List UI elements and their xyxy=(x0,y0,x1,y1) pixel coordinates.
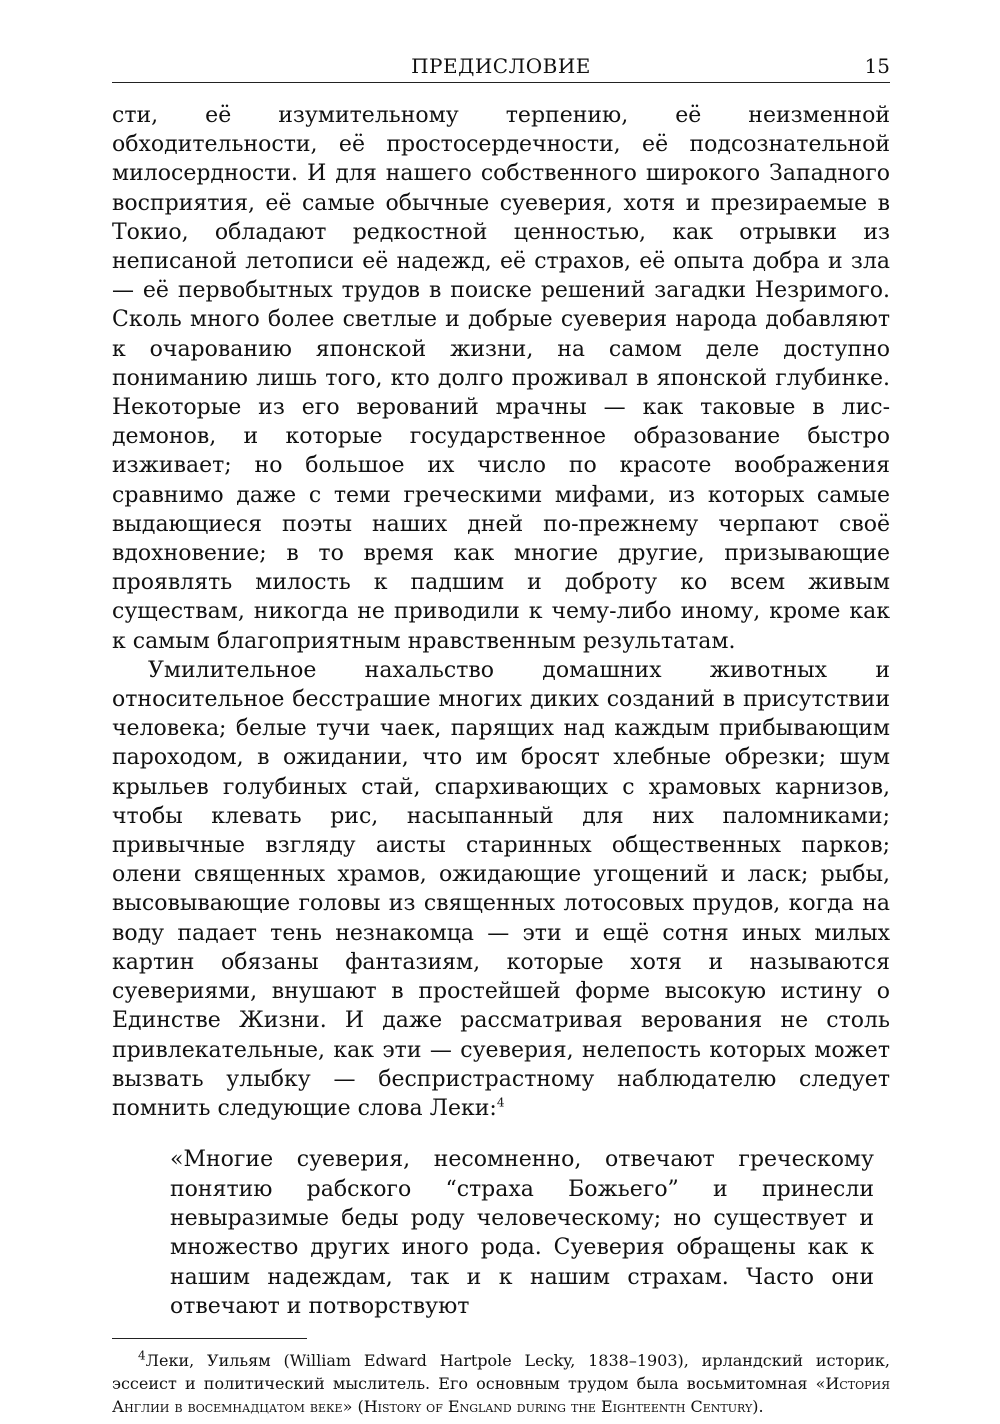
page-header xyxy=(112,48,890,83)
footnote-divider xyxy=(112,1338,307,1339)
paragraph-2 xyxy=(112,656,890,1123)
block-quote: «Многие суеверия, несомненно, отвечают греческому понятию рабского “страха Божьего” и принесли невыразимые беды роду человеческому; но существует и множество других иного рода. Суеверия обращены как к нашим надеждам, так и к нашим страхам. Часто они отвечают и потворствуют xyxy=(170,1147,874,1320)
running-title: ПРЕДИСЛОВИЕ xyxy=(411,54,591,78)
footnote-mark: 4 xyxy=(138,1348,146,1363)
page-number: 15 xyxy=(864,54,890,78)
footnote xyxy=(112,1349,890,1418)
footnote-title-english: History of England during the Eighteenth Century xyxy=(363,1396,753,1416)
book-page xyxy=(112,48,890,1418)
footnote-text-after: ). xyxy=(752,1396,764,1416)
footnote-title-russian: История Англии в восемнадцатом веке xyxy=(112,1373,890,1416)
paragraph-2-text: Умилительное нахальство домашних животных и относительное бесстрашие многих диких созданий в присутствии человека; белые тучи чаек, парящих над каждым прибывающим пароходом, в ожидании, что им бросят хлебные обрезки; шум крыльев голубиных стай, спархивающих с храмовых карнизов, чтобы клевать рис, насыпанный для них паломниками; привычные взгляду аисты старинных общественных парков; олени священных храмов, ожидающие угощений и ласк; рыбы, высовывающие головы из священных лотосовых прудов, когда на воду падает тень незнакомца — эти и ещё сотня иных милых картин обязаны фантазиям, которые хотя и называются суевериями, внушают в простейшей форме высокую истину о Единстве Жизни. И даже рассматривая верования не столь привлекательные, как эти — суеверия, нелепость которых может вызвать улыбку — беспристрастному наблюдателю следует помнить следующие слова Леки: xyxy=(112,657,890,1121)
paragraph-1-text: сти, её изумительному терпению, её неизменной обходительности, её простосердечности, её подсознательной милосердности. И для нашего собственного широкого Западного восприятия, её самые обычные суеверия, хотя и презираемые в Токио, обладают редкостной ценностью, как отрывки из неписаной летописи её надежд, её страхов, её опыта добра и зла — её первобытных трудов в поиске решений загадки Незримого. Сколь много более светлые и добрые суеверия народа добавляют к очарованию японской жизни, на самом деле доступно пониманию лишь того, кто долго проживал в японской глубинке. Некоторые из его верований мрачны — как таковые в лис-демонов, и которые государственное образование быстро изживает; но большое их число по красоте воображения сравнимо даже с теми греческими мифами, из которых самые выдающиеся поэты наших дней по-прежнему черпают своё вдохновение; в то время как многие другие, призывающие проявлять милость к падшим и доброту ко всем живым существам, никогда не приводили к чему-либо иному, кроме как к самым благоприятным нравственным результатам. xyxy=(112,103,890,654)
footnote-text-before: Леки, Уильям (William Edward Hartpole Lecky, 1838–1903), ирландский историк, эссеист и политический мыслитель. Его основным трудом была восьмитомная « xyxy=(112,1350,890,1393)
footnote-text-middle: » ( xyxy=(342,1396,364,1416)
footnote-reference[interactable]: 4 xyxy=(496,1095,505,1110)
paragraph-1 xyxy=(112,101,890,656)
main-text xyxy=(112,101,890,1123)
